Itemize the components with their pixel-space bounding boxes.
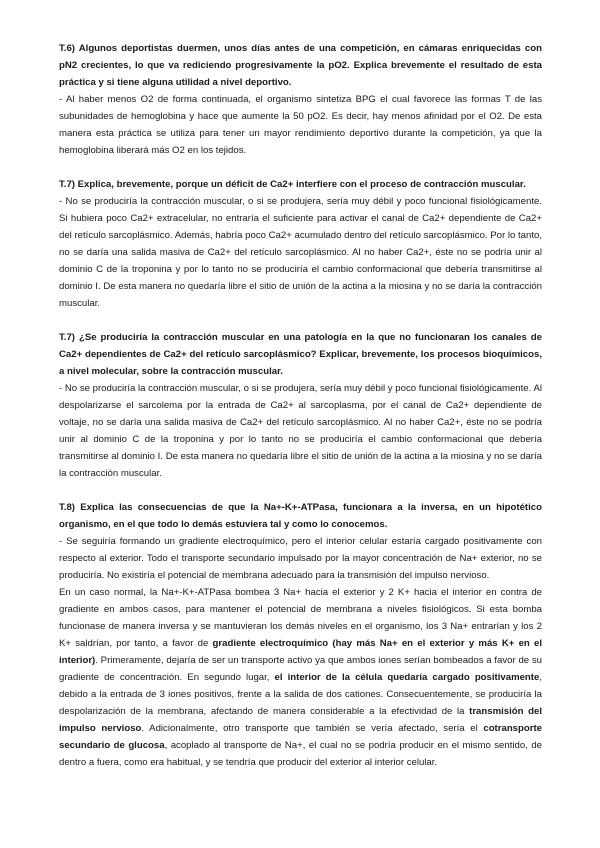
text-run: . Primeramente, dejaría de ser un transporte activo ya que ambos iones serían bombeados a favor de su gradiente de concentración. En segundo lugar, xyxy=(59,655,542,683)
section-t7-patologia xyxy=(59,329,542,482)
question-text: T.7) ¿Se produciría la contracción muscular en una patología en la que no funcionaran los canales de Ca2+ dependientes de Ca2+ del retículo sarcoplásmico? Explicar, brevemente, los procesos bioquímicos, a nivel molecular, sobre la contracción muscular. xyxy=(59,332,542,377)
text-run: En un caso normal, la Na+-K+-ATPasa bombea 3 Na+ hacia el exterior y 2 K+ hacia el interior en contra de gradiente en ambos casos, para mantener el potencial de membrana a niveles fisiológicos. Si esta bomba funcionase de manera inversa y se mantuvieran los demás niveles en el organismo, los 3 Na+ entrarían y los 2 K+ saldrían, por tanto, a favor de xyxy=(59,587,542,649)
question-text: T.7) Explica, brevemente, porque un déficit de Ca2+ interfiere con el proceso de contracción muscular. xyxy=(59,179,526,190)
section-t6 xyxy=(59,40,542,159)
question-text: T.8) Explica las consecuencias de que la Na+-K+-ATPasa, funcionara a la inversa, en un hipotético organismo, en el que todo lo demás estuviera tal y como lo conocemos. xyxy=(59,502,542,530)
section-t8 xyxy=(59,499,542,771)
bold-text-run: el interior de la célula quedaría cargado positivamente xyxy=(274,672,540,683)
answer-paragraph xyxy=(59,584,542,771)
answer-text: - Al haber menos O2 de forma continuada, el organismo sintetiza BPG el cual favorece las formas T de las subunidades de hemoglobina y hace que aumente la 50 pO2. Es decir, hay menos afinidad por el O2. De esta manera esta práctica se utiliza para tener un mayor rendimiento deportivo durante la competición, ya que la hemoglobina liberará más O2 en los tejidos. xyxy=(59,94,542,156)
section-t7-deficit xyxy=(59,176,542,312)
bold-text-run: transmisión del impulso nervioso xyxy=(59,706,542,734)
text-run: , acoplado al transporte de Na+, el cual no se podría producir en el mismo sentido, de dentro a fuera, como era habitual, y se tendría que producir del exterior al interior celular. xyxy=(59,740,542,768)
text-run: , debido a la entrada de 3 iones positivos, frente a la salida de dos cationes. Consecuentemente, se produciría la despolarización de la membrana, afectando de manera considerable a la efectividad de la xyxy=(59,672,542,717)
bold-text-run: gradiente electroquímico (hay más Na+ en el exterior y más K+ en el interior) xyxy=(59,638,542,666)
document-page xyxy=(59,40,542,788)
question-text: T.6) Algunos deportistas duermen, unos días antes de una competición, en cámaras enriquecidas con pN2 crecientes, lo que va rediciendo progresivamente la pO2. Explica brevemente el resultado de esta práctica y si tiene alguna utilidad a nivel deportivo. xyxy=(59,43,542,88)
answer-text: - Se seguiría formando un gradiente electroquímico, pero el interior celular estaría cargado positivamente con respecto al exterior. Todo el transporte secundario impulsado por la mayor concentración de Na+ exterior, no se produciría. No existiría el potencial de membrana adecuado para la transmisión del impulso nervioso. xyxy=(59,536,542,581)
text-run: . Adicionalmente, otro transporte que también se vería afectado, sería el xyxy=(141,723,484,734)
answer-text: - No se produciría la contracción muscular, o si se produjera, sería muy débil y poco funcional fisiológicamente. Al despolarizarse el sarcolema por la entrada de Ca2+ al sarcoplasma, por el canal de Ca2+ dependiente de voltaje, no se daría una salida masiva de Ca2+ del retículo sarcoplásmico. Al no haber Ca2+, éste no se podría unir al dominio C de la troponina y por lo tanto no se produciría el cambio conformacional que debería transmitirse al dominio I. De esta manera no quedaría libre el sitio de unión de la actina a la miosina y no se daría la contracción muscular. xyxy=(59,383,542,479)
answer-text: - No se produciría la contracción muscular, o si se produjera, sería muy débil y poco funcional fisiológicamente. Si hubiera poco Ca2+ extracelular, no entraría el suficiente para activar el canal de Ca2+ dependiente de Ca2+ del retículo sarcoplásmico. Además, habría poco Ca2+ acumulado dentro del retículo sarcoplásmico. Por lo tanto, no se daría una salida masiva de Ca2+ del retículo sarcoplásmico. Al no haber Ca2+, éste no se podría unir al dominio C de la troponina y por lo tanto no se produciría el cambio conformacional que debería transmitirse al dominio I. De esta manera no quedaría libre el sitio de unión de la actina a la miosina y no se daría la contracción muscular. xyxy=(59,196,542,309)
bold-text-run: cotransporte secundario de glucosa xyxy=(59,723,542,751)
